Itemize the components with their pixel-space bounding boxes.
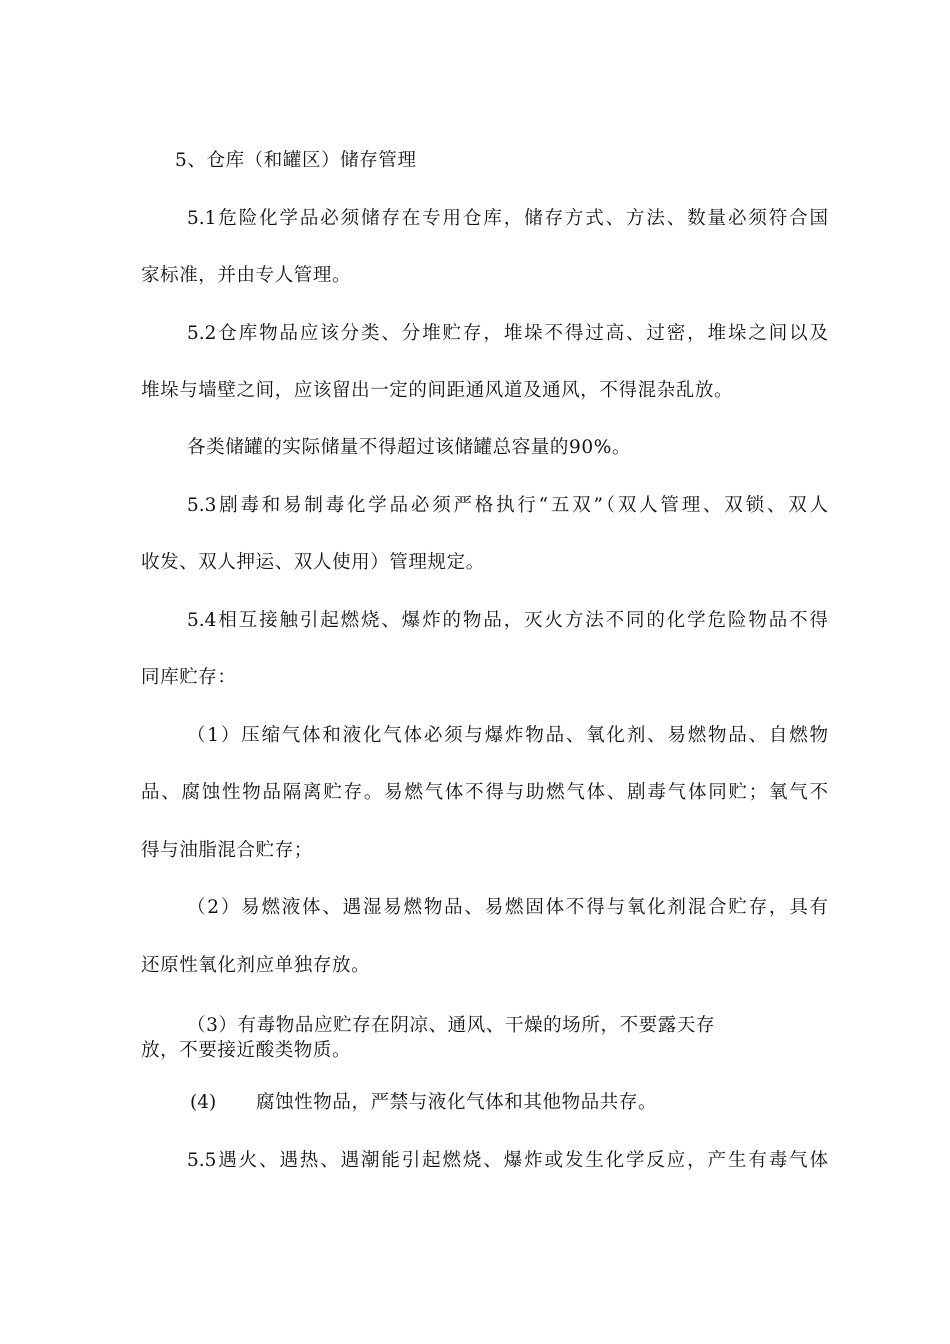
- paragraph-5-4-line-2: 同库贮存：: [141, 667, 237, 688]
- paragraph-storage-capacity-note: 各类储罐的实际储量不得超过该储罐总容量的90%。: [187, 437, 632, 458]
- item-1-line-2: 品、腐蚀性物品隔离贮存。易燃气体不得与助燃气体、剧毒气体同贮；氧气不: [141, 782, 828, 803]
- paragraph-5-3-line-1: 5.3剧毒和易制毒化学品必须严格执行“五双”（双人管理、双锁、双人: [187, 495, 828, 516]
- item-4-number: (4): [190, 1092, 217, 1113]
- item-2-line-1: （2）易燃液体、遇湿易燃物品、易燃固体不得与氧化剂混合贮存，具有: [187, 897, 828, 918]
- paragraph-5-2-line-2: 堆垛与墙壁之间，应该留出一定的间距通风道及通风，不得混杂乱放。: [141, 380, 734, 401]
- item-3-line-2: 放，不要接近酸类物质。: [141, 1040, 352, 1061]
- section-heading: 5、仓库（和罐区）储存管理: [175, 150, 417, 171]
- item-2-line-2: 还原性氧化剂应单独存放。: [141, 955, 371, 976]
- item-1-line-3: 得与油脂混合贮存；: [141, 840, 313, 861]
- paragraph-5-1-line-1: 5.1危险化学品必须储存在专用仓库，储存方式、方法、数量必须符合国: [187, 208, 828, 229]
- paragraph-5-3-line-2: 收发、双人押运、双人使用）管理规定。: [141, 552, 485, 573]
- item-4-text: 腐蚀性物品，严禁与液化气体和其他物品共存。: [256, 1092, 658, 1113]
- item-1-line-1: （1）压缩气体和液化气体必须与爆炸物品、氧化剂、易燃物品、自燃物: [187, 725, 828, 746]
- paragraph-5-1-line-2: 家标准，并由专人管理。: [141, 265, 352, 286]
- paragraph-5-4-line-1: 5.4相互接触引起燃烧、爆炸的物品，灭火方法不同的化学危险物品不得: [187, 610, 828, 631]
- paragraph-5-5-line-1: 5.5遇火、遇热、遇潮能引起燃烧、爆炸或发生化学反应，产生有毒气体: [187, 1150, 828, 1171]
- paragraph-5-2-line-1: 5.2仓库物品应该分类、分堆贮存，堆垛不得过高、过密，堆垛之间以及: [187, 323, 828, 344]
- item-3-line-1: （3）有毒物品应贮存在阴凉、通风、干燥的场所，不要露天存: [187, 1015, 716, 1036]
